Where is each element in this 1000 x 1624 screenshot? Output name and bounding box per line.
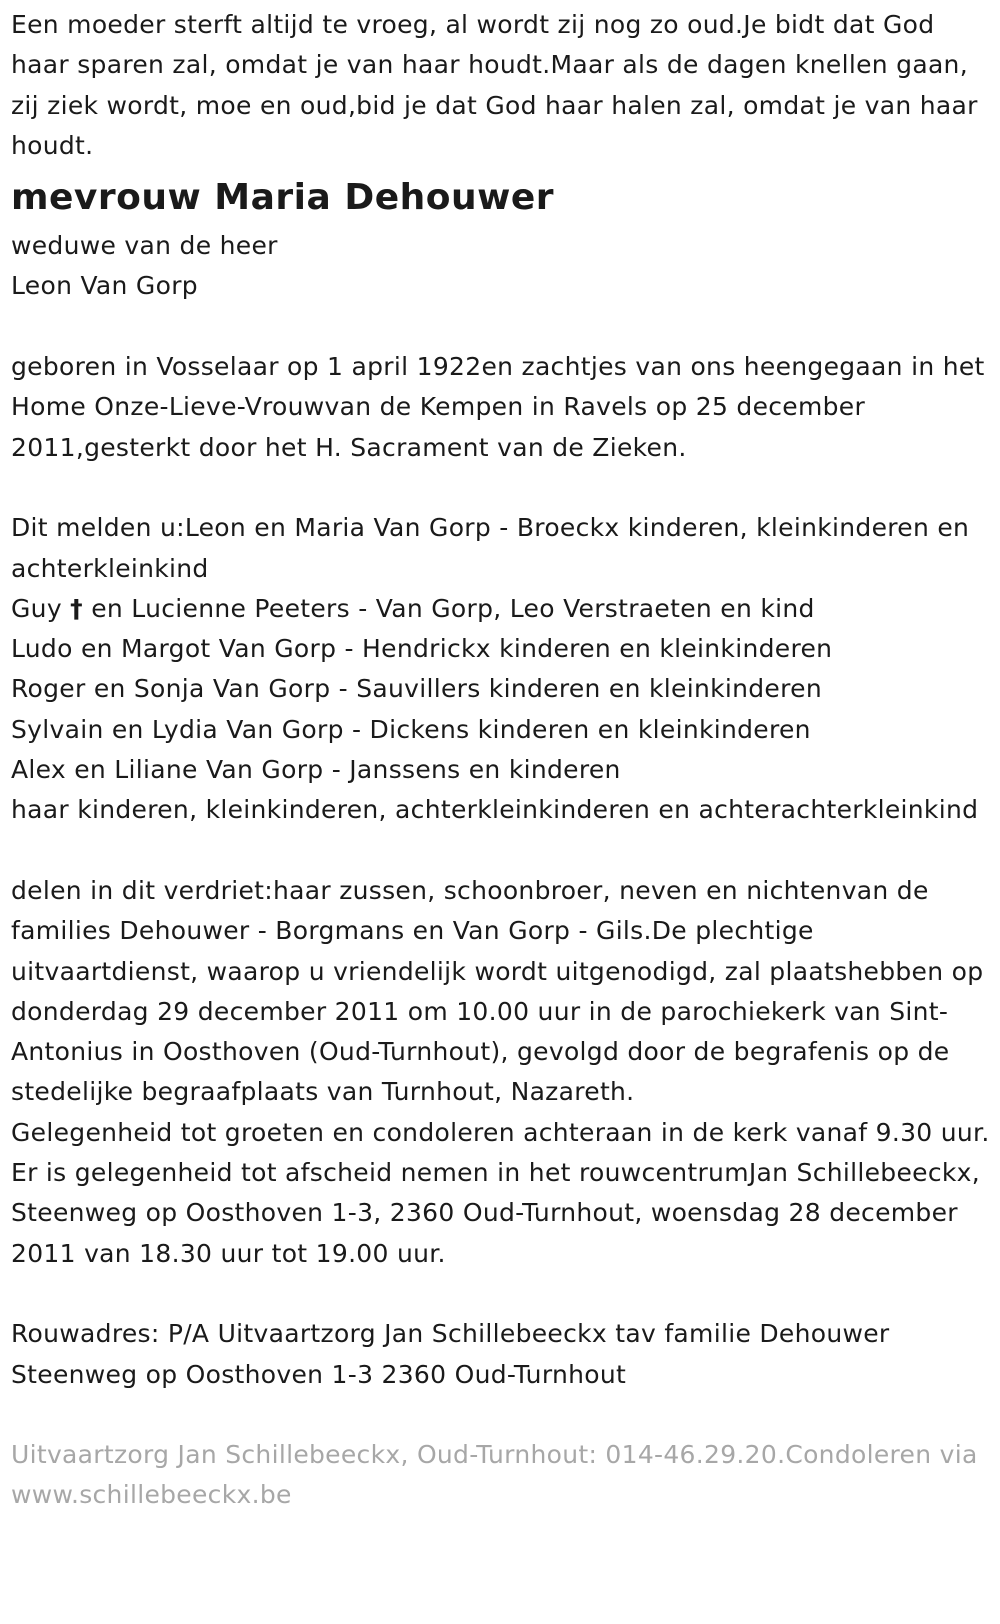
guy-name: Guy — [11, 593, 62, 623]
family-member: Ludo en Margot Van Gorp - Hendrickx kinderen en kleinkinderen — [11, 634, 833, 664]
family-member: haar kinderen, kleinkinderen, achterkleinkinderen en achterachterkleinkind — [11, 795, 979, 825]
deceased-name: mevrouw Maria Dehouwer — [11, 177, 555, 219]
spacer — [11, 831, 991, 871]
cross-icon: † — [70, 593, 83, 623]
birth-death-text: geboren in Vosselaar op 1 april 1922en zachtjes van ons heengegaan in het Home Onze-Lieve-Vrouwvan de Kempen in Ravels op 25 december 2011,gesterkt door het H. Sacrament van de Zieken. — [11, 352, 985, 462]
address-line-2: Steenweg op Oosthoven 1-3 2360 Oud-Turnhout — [11, 1359, 627, 1389]
family-member: Alex en Liliane Van Gorp - Janssens en kinderen — [11, 755, 621, 785]
address-line-1: Rouwadres: P/A Uitvaartzorg Jan Schillebeeckx tav familie Dehouwer — [11, 1319, 890, 1349]
relation-text: weduwe van de heer — [11, 231, 278, 261]
condolences-text: Gelegenheid tot groeten en condoleren achteraan in de kerk vanaf 9.30 uur. — [11, 1117, 990, 1147]
poem-text: Een moeder sterft altijd te vroeg, al wordt zij nog zo oud.Je bidt dat God haar sparen zal, omdat je van haar houdt.Maar als de dagen knellen gaan, zij ziek wordt, moe en oud,bid je dat God haar halen zal, omdat je van haar houdt. — [11, 10, 978, 160]
footer-text: Uitvaartzorg Jan Schillebeeckx, Oud-Turnhout: 014-46.29.20.Condoleren via www.schillebeeckx.be — [11, 1439, 978, 1510]
guy-rest: en Lucienne Peeters - Van Gorp, Leo Verstraeten en kind — [91, 593, 815, 623]
ceremony-text: delen in dit verdriet:haar zussen, schoonbroer, neven en nichtenvan de families Dehouwer - Borgmans en Van Gorp - Gils.De plechtige uitvaartdienst, waarop u vriendelijk wordt uitgenodigd, zal plaatshebben op donderdag 29 december 2011 om 10.00 uur in de parochiekerk van Sint-Antonius in Oosthoven (Oud-Turnhout), gevolgd door de begrafenis op de stedelijke begraafplaats van Turnhout, Nazareth. — [11, 875, 984, 1107]
spacer — [11, 307, 991, 347]
family-intro: Dit melden u:Leon en Maria Van Gorp - Broeckx kinderen, kleinkinderen en achterkleinkind — [11, 513, 970, 583]
obituary-notice — [11, 5, 991, 1515]
spouse-name: Leon Van Gorp — [11, 271, 198, 301]
spacer — [11, 1274, 991, 1314]
family-member: Sylvain en Lydia Van Gorp - Dickens kinderen en kleinkinderen — [11, 714, 811, 744]
family-member-guy — [11, 589, 991, 629]
family-member: Roger en Sonja Van Gorp - Sauvillers kinderen en kleinkinderen — [11, 674, 822, 704]
spacer — [11, 468, 991, 508]
farewell-text: Er is gelegenheid tot afscheid nemen in het rouwcentrumJan Schillebeeckx, Steenweg op Oosthoven 1-3, 2360 Oud-Turnhout, woensdag 28 december 2011 van 18.30 uur tot 19.00 uur. — [11, 1158, 981, 1268]
